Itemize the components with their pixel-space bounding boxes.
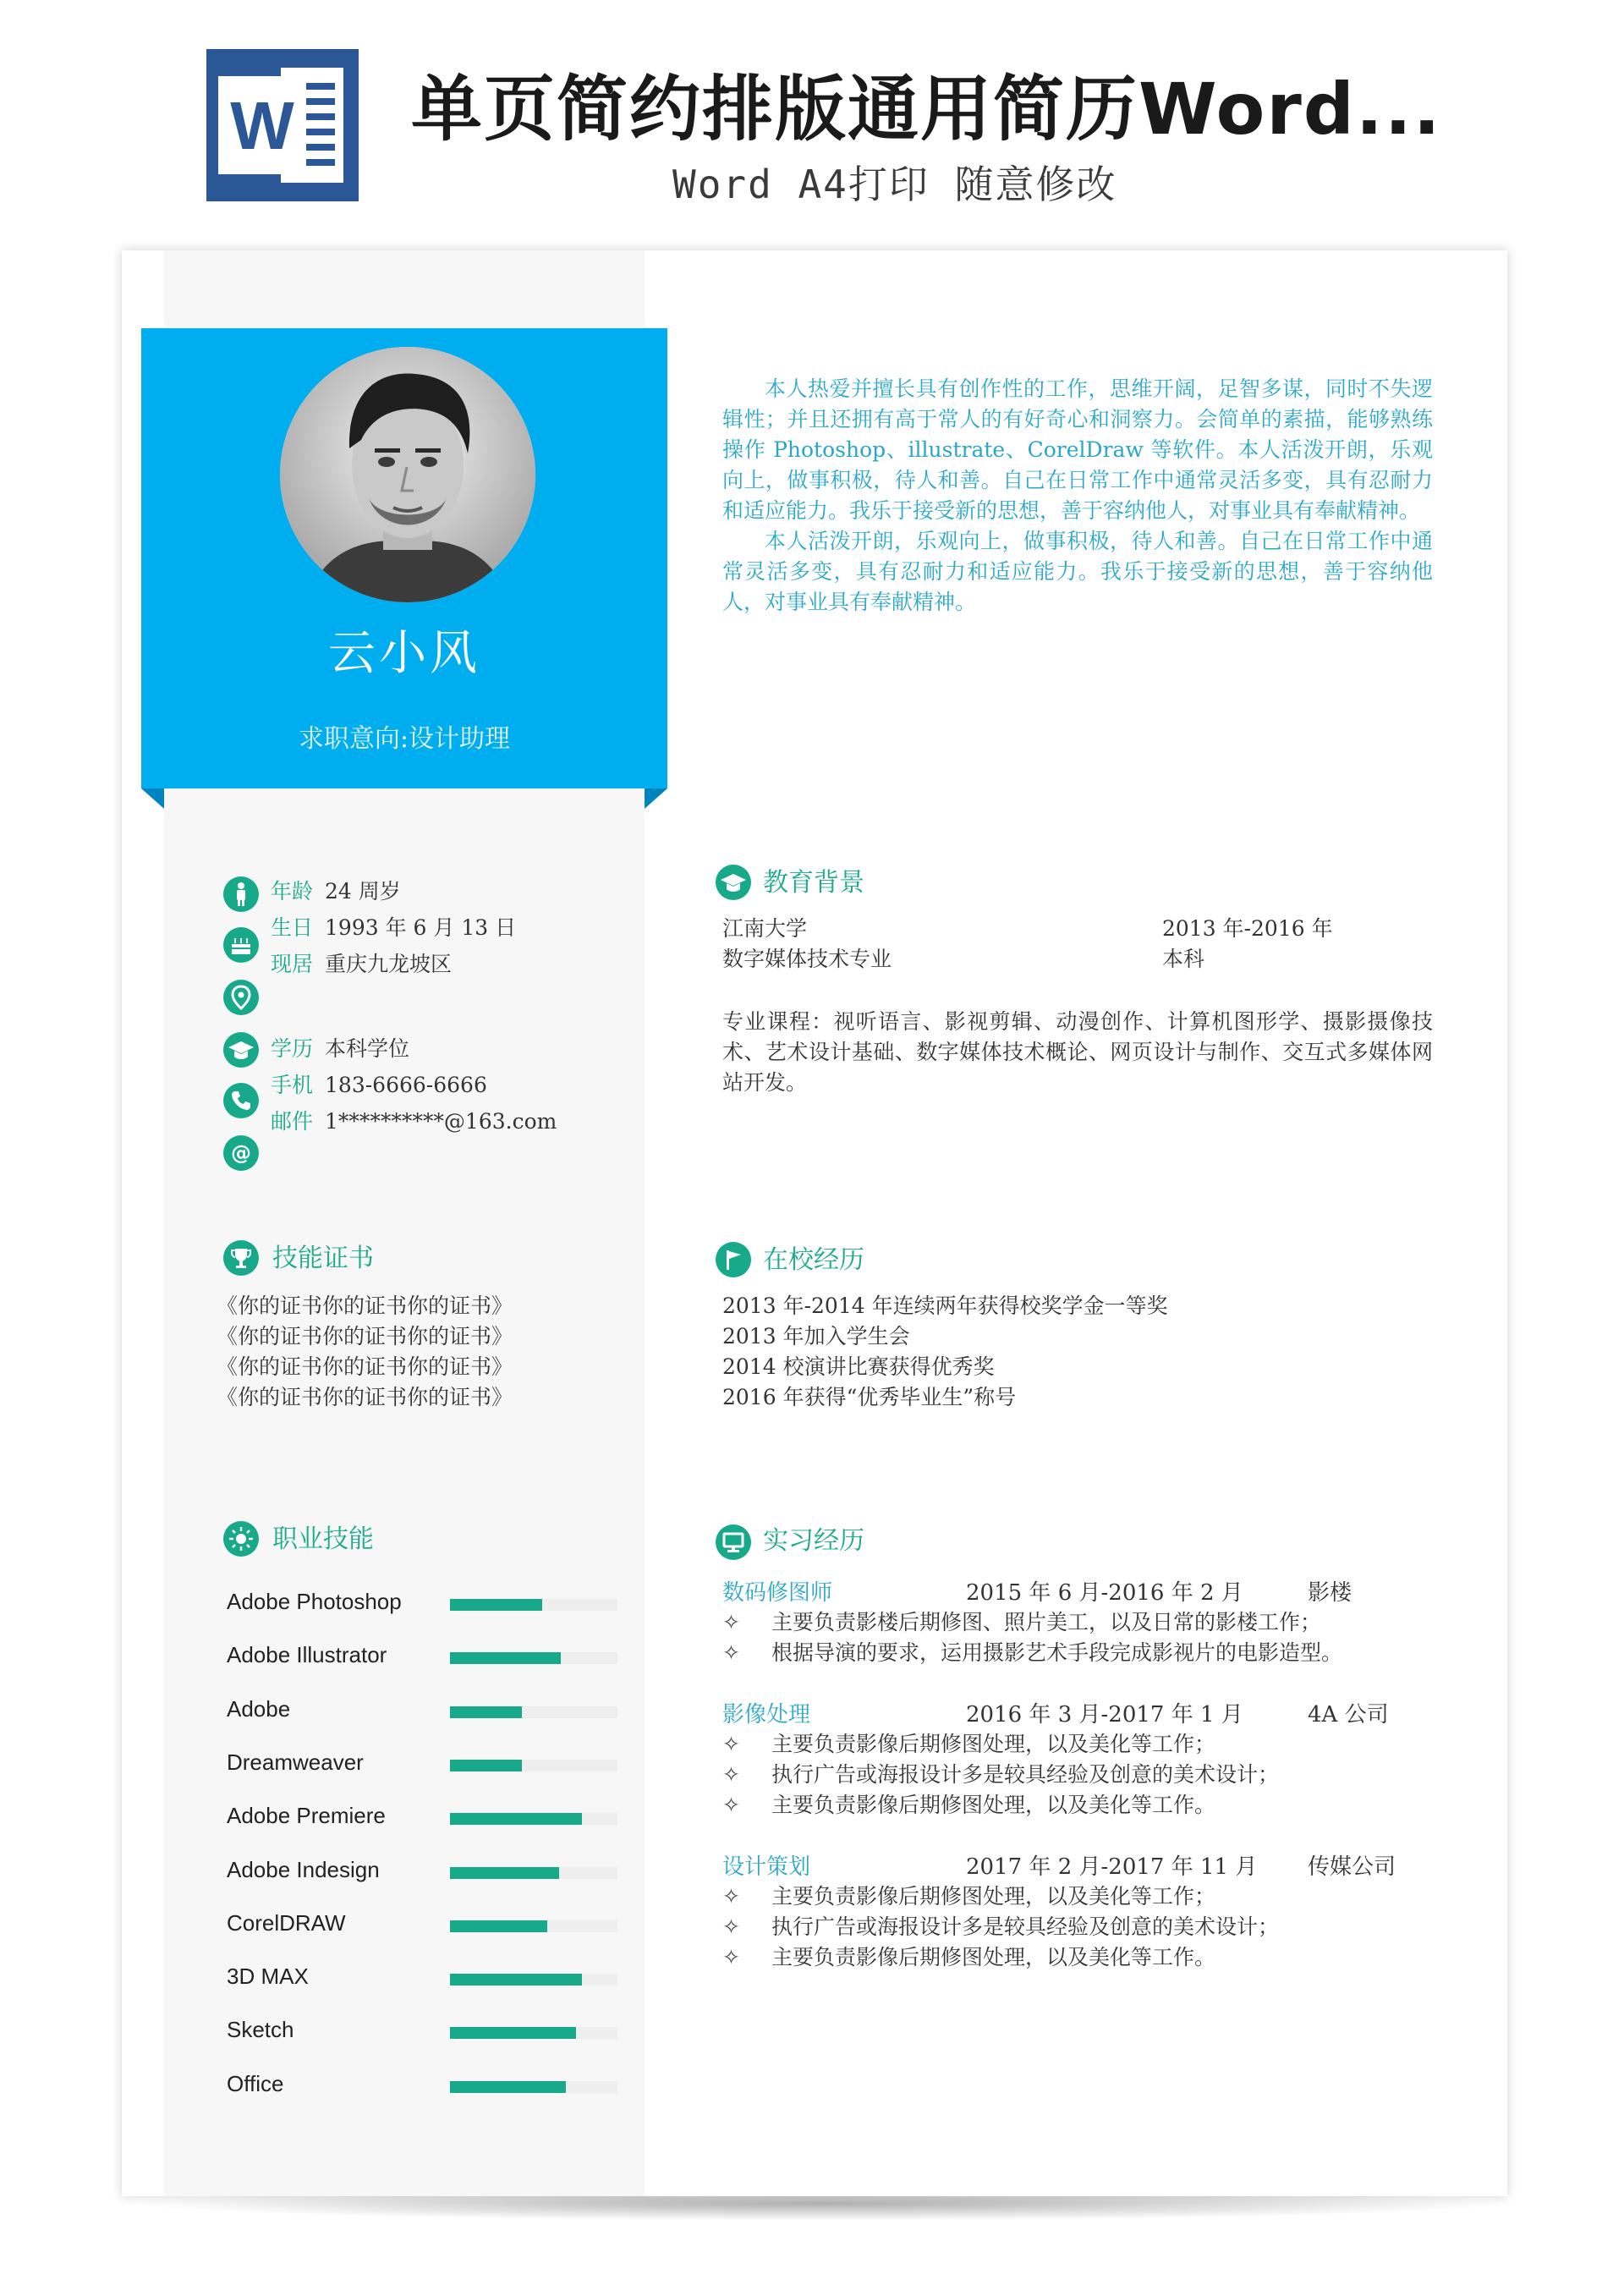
word-logo-letter: W [230,88,294,163]
info-birthday: 生日 1993 年 6 月 13 日 [271,915,517,940]
skill-name: Adobe Premiere [227,1803,386,1829]
avatar [280,347,535,602]
avatar-photo-icon [280,347,535,602]
job-role: 影像处理 [722,1702,811,1727]
list-item: 《你的证书你的证书你的证书》 [217,1324,513,1348]
certificate-list [217,1291,513,1413]
education-major: 数字媒体技术专业 [722,947,892,971]
bullet-icon: ✧ [722,1732,740,1756]
at-sign-icon [223,1135,259,1171]
job-intent: 求职意向:设计助理 [298,724,511,754]
graduation-cap-icon [223,1032,259,1068]
job-role: 设计策划 [722,1854,811,1880]
resume-paper [122,250,1507,2196]
skill-level-fill [450,1974,582,1986]
skill-level-fill [450,1760,522,1771]
list-item: 2016 年获得“优秀毕业生”称号 [722,1385,1017,1409]
info-phone: 手机 183-6666-6666 [271,1073,487,1097]
skill-name: Adobe [227,1695,291,1722]
skill-level-bar [450,1813,617,1825]
info-education: 学历 本科学位 [271,1036,410,1061]
job-duty: ✧ 主要负责影像后期修图处理，以及美化等工作。 [722,1945,1216,1969]
info-email[interactable]: 邮件 1**********@163.com [271,1109,557,1134]
skill-name: Sketch [227,2017,294,2043]
trophy-icon [223,1240,259,1276]
job-duty: ✧ 主要负责影像后期修图处理，以及美化等工作。 [722,1793,1216,1817]
candidate-name: 云小风 [328,626,480,681]
skill-level-bar [450,1974,617,1986]
education-period: 2013 年-2016 年 [1162,916,1333,941]
word-logo-icon [206,49,359,201]
intro-paragraph: 本人活泼开朗，乐观向上，做事积极，待人和善。自己在日常工作中通常灵活多变，具有忍耐力和适应能力。我乐于接受新的思想，善于容纳他人，对事业具有奉献精神。 [722,529,1433,614]
list-item: 《你的证书你的证书你的证书》 [217,1294,513,1318]
section-title-internship: 实习经历 [763,1526,864,1556]
bullet-icon: ✧ [722,1640,740,1665]
bullet-icon: ✧ [722,1914,740,1939]
skill-level-fill [450,2081,566,2093]
cake-icon [223,927,259,963]
list-item: 《你的证书你的证书你的证书》 [217,1385,513,1409]
ribbon-fold-right [645,788,667,809]
skill-level-bar [450,2027,617,2039]
job-duty: ✧ 根据导演的要求，运用摄影艺术手段完成影视片的电影造型。 [722,1640,1343,1665]
info-age: 年龄 24 周岁 [271,879,401,904]
skill-name: Adobe Indesign [227,1856,380,1882]
sun-icon [223,1521,259,1557]
job-org: 4A 公司 [1308,1702,1389,1727]
education-degree: 本科 [1162,947,1205,971]
person-icon [223,876,259,912]
section-title-education: 教育背景 [763,868,864,898]
skill-level-fill [450,1706,522,1718]
skill-level-fill [450,1652,561,1664]
job-duty: ✧ 执行广告或海报设计多是较具经验及创意的美术设计； [722,1914,1280,1939]
job-period: 2016 年 3 月-2017 年 1 月 [966,1702,1243,1727]
skill-level-fill [450,1867,559,1879]
skill-level-fill [450,1920,547,1932]
page-title: 单页简约排版通用简历Word... [411,68,1442,151]
bullet-icon: ✧ [722,1610,740,1634]
job-duty: ✧ 主要负责影楼后期修图、照片美工，以及日常的影楼工作； [722,1610,1322,1634]
skill-name: 3D MAX [227,1964,309,1990]
job-header [722,1575,1352,1607]
list-item: 2013 年-2014 年连续两年获得校奖学金一等奖 [722,1294,1168,1318]
bullet-icon: ✧ [722,1793,740,1817]
list-item: 2014 校演讲比赛获得优秀奖 [722,1354,995,1379]
skill-name: Dreamweaver [227,1749,364,1775]
list-item: 2013 年加入学生会 [722,1324,910,1348]
self-introduction [722,374,1433,618]
job-duty: ✧ 执行广告或海报设计多是较具经验及创意的美术设计； [722,1762,1280,1787]
skill-level-bar [450,1599,617,1611]
bullet-icon: ✧ [722,1884,740,1909]
skill-name: CorelDRAW [227,1909,346,1936]
bullet-icon: ✧ [722,1945,740,1969]
skill-name: Adobe Photoshop [227,1589,402,1614]
location-pin-icon [223,980,259,1015]
skill-name: Office [227,2070,284,2096]
skill-level-bar [450,1867,617,1879]
skill-level-fill [450,1813,582,1825]
intro-paragraph: 本人热爱并擅长具有创作性的工作，思维开阔，足智多谋，同时不失逻辑性；并且还拥有高于常人的有好奇心和洞察力。会简单的素描，能够熟练操作 Photoshop、illustrate、CorelDraw 等软件。本人活泼开朗，乐观向上，做事积极，待人和善。自己在日常工作中通常灵活多变，具有忍耐力和适应能力。我乐于接受新的思想，善于容纳他人，对事业具有奉献精神。 [722,376,1433,523]
campus-list [722,1291,1168,1413]
profile-card [141,328,667,788]
bullet-icon: ✧ [722,1762,740,1787]
skill-level-fill [450,2027,576,2039]
skill-level-bar [450,1706,617,1718]
job-period: 2015 年 6 月-2016 年 2 月 [966,1580,1243,1606]
section-title-skills: 职业技能 [272,1524,374,1554]
skill-level-bar [450,2081,617,2093]
svg-text:@: @ [231,1141,251,1165]
skill-name: Adobe Illustrator [227,1642,387,1668]
education-school: 江南大学 [722,916,808,941]
page-subtitle: Word A4打印 随意修改 [672,162,1117,207]
job-header [722,1849,1396,1881]
list-item: 《你的证书你的证书你的证书》 [217,1354,513,1379]
job-duty: ✧ 主要负责影像后期修图处理，以及美化等工作； [722,1884,1216,1909]
job-org: 影楼 [1308,1580,1352,1606]
skill-level-bar [450,1652,617,1664]
ribbon-fold-left [141,788,164,809]
skill-level-bar [450,1760,617,1771]
info-residence: 现居 重庆九龙坡区 [271,952,453,976]
phone-icon [223,1083,259,1118]
job-org: 传媒公司 [1308,1854,1396,1880]
monitor-icon [716,1524,751,1560]
flag-icon [716,1242,751,1277]
skill-level-fill [450,1599,542,1611]
job-period: 2017 年 2 月-2017 年 11 月 [966,1854,1258,1880]
job-header [722,1697,1389,1728]
education-cap-icon [716,865,751,900]
skill-level-bar [450,1920,617,1932]
job-duty: ✧ 主要负责影像后期修图处理，以及美化等工作； [722,1732,1216,1756]
section-title-certificates: 技能证书 [272,1244,374,1273]
education-courses: 专业课程：视听语言、影视剪辑、动漫创作、计算机图形学、摄影摄像技术、艺术设计基础、数字媒体技术概论、网页设计与制作、交互式多媒体网站开发。 [722,1009,1433,1095]
section-title-campus: 在校经历 [763,1245,864,1275]
job-role: 数码修图师 [722,1580,833,1606]
